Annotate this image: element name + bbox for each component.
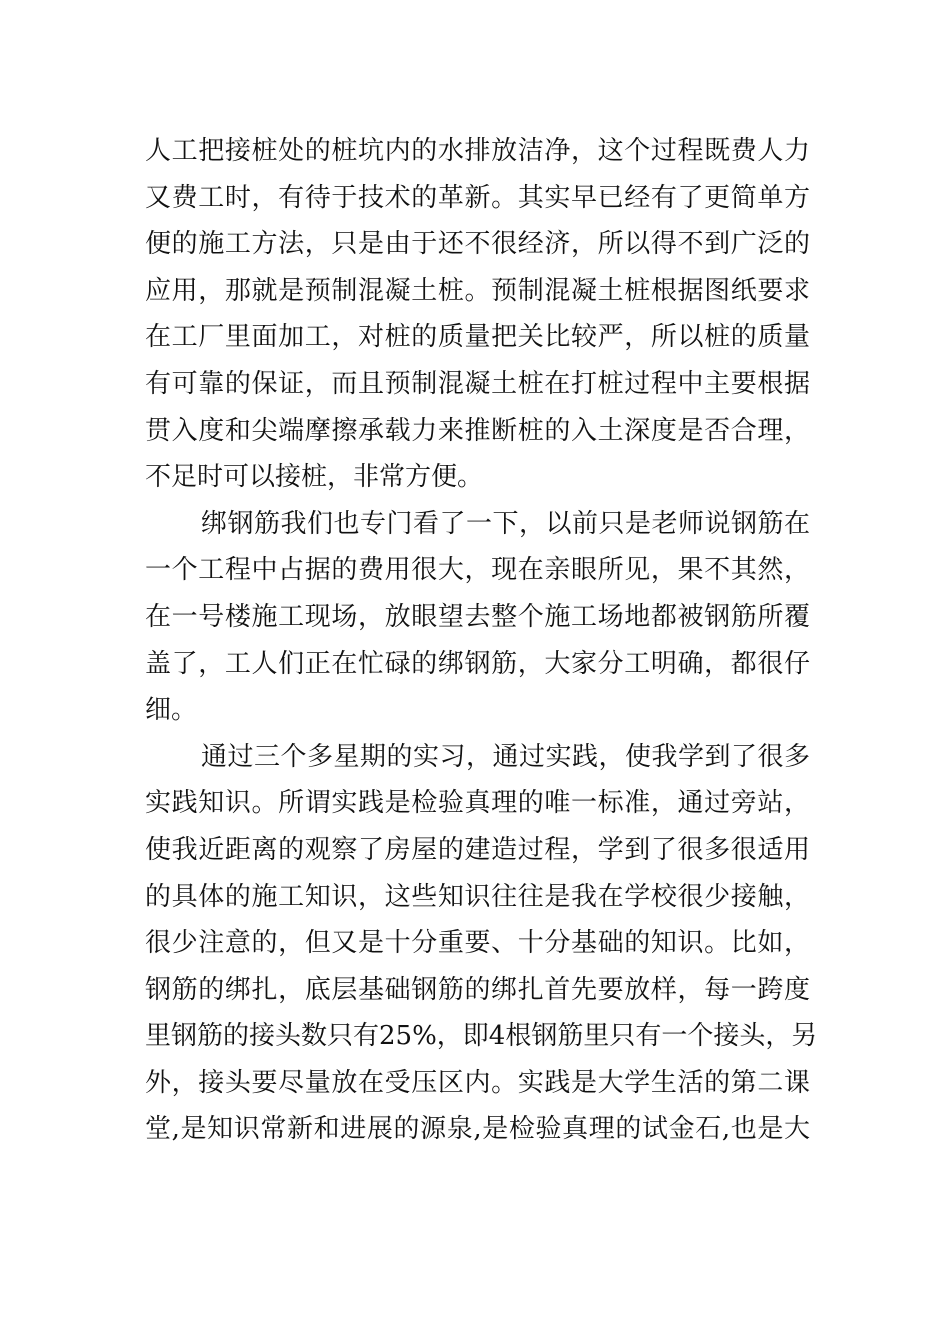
body-text — [145, 128, 818, 1153]
text-line: 堂,是知识常新和进展的源泉,是检验真理的试金石,也是大 — [145, 1114, 810, 1145]
text-line: 外，接头要尽量放在受压区内。实践是大学生活的第二课 — [145, 1067, 810, 1098]
text-line: 一个工程中占据的费用很大，现在亲眼所见，果不其然， — [145, 555, 810, 586]
text-line: 便的施工方法，只是由于还不很经济，所以得不到广泛的 — [145, 229, 810, 260]
paragraph-2 — [145, 501, 810, 734]
text-line: 人工把接桩处的桩坑内的水排放洁净，这个过程既费人力 — [145, 136, 810, 166]
text-line: 又费工时，有待于技术的革新。其实早已经有了更简单方 — [145, 182, 810, 213]
text-line: 里钢筋的接头数只有25%，即4根钢筋里只有一个接头，另 — [145, 1021, 818, 1052]
text-line: 贯入度和尖端摩擦承载力来推断桩的入土深度是否合理， — [145, 415, 810, 446]
text-line: 使我近距离的观察了房屋的建造过程，学到了很多很适用 — [145, 834, 810, 865]
text-line: 在一号楼施工现场，放眼望去整个施工场地都被钢筋所覆 — [145, 601, 810, 632]
text-line: 应用，那就是预制混凝土桩。预制混凝土桩根据图纸要求 — [145, 275, 810, 306]
text-line: 细。 — [145, 695, 198, 726]
text-line: 通过三个多星期的实习，通过实践，使我学到了很多 — [201, 741, 810, 772]
text-line: 在工厂里面加工，对桩的质量把关比较严，所以桩的质量 — [145, 322, 810, 353]
text-line: 实践知识。所谓实践是检验真理的唯一标准，通过旁站， — [145, 788, 810, 819]
paragraph-3 — [145, 734, 818, 1153]
text-line: 钢筋的绑扎，底层基础钢筋的绑扎首先要放样，每一跨度 — [145, 974, 810, 1005]
text-line: 很少注意的，但又是十分重要、十分基础的知识。比如， — [145, 928, 810, 959]
text-line: 绑钢筋我们也专门看了一下，以前只是老师说钢筋在 — [201, 508, 810, 539]
paragraph-1 — [145, 128, 810, 501]
text-line: 有可靠的保证，而且预制混凝土桩在打桩过程中主要根据 — [145, 368, 810, 399]
text-line: 盖了，工人们正在忙碌的绑钢筋，大家分工明确，都很仔 — [145, 648, 810, 679]
text-line: 不足时可以接桩，非常方便。 — [145, 462, 484, 493]
text-line: 的具体的施工知识，这些知识往往是我在学校很少接触， — [145, 881, 810, 912]
